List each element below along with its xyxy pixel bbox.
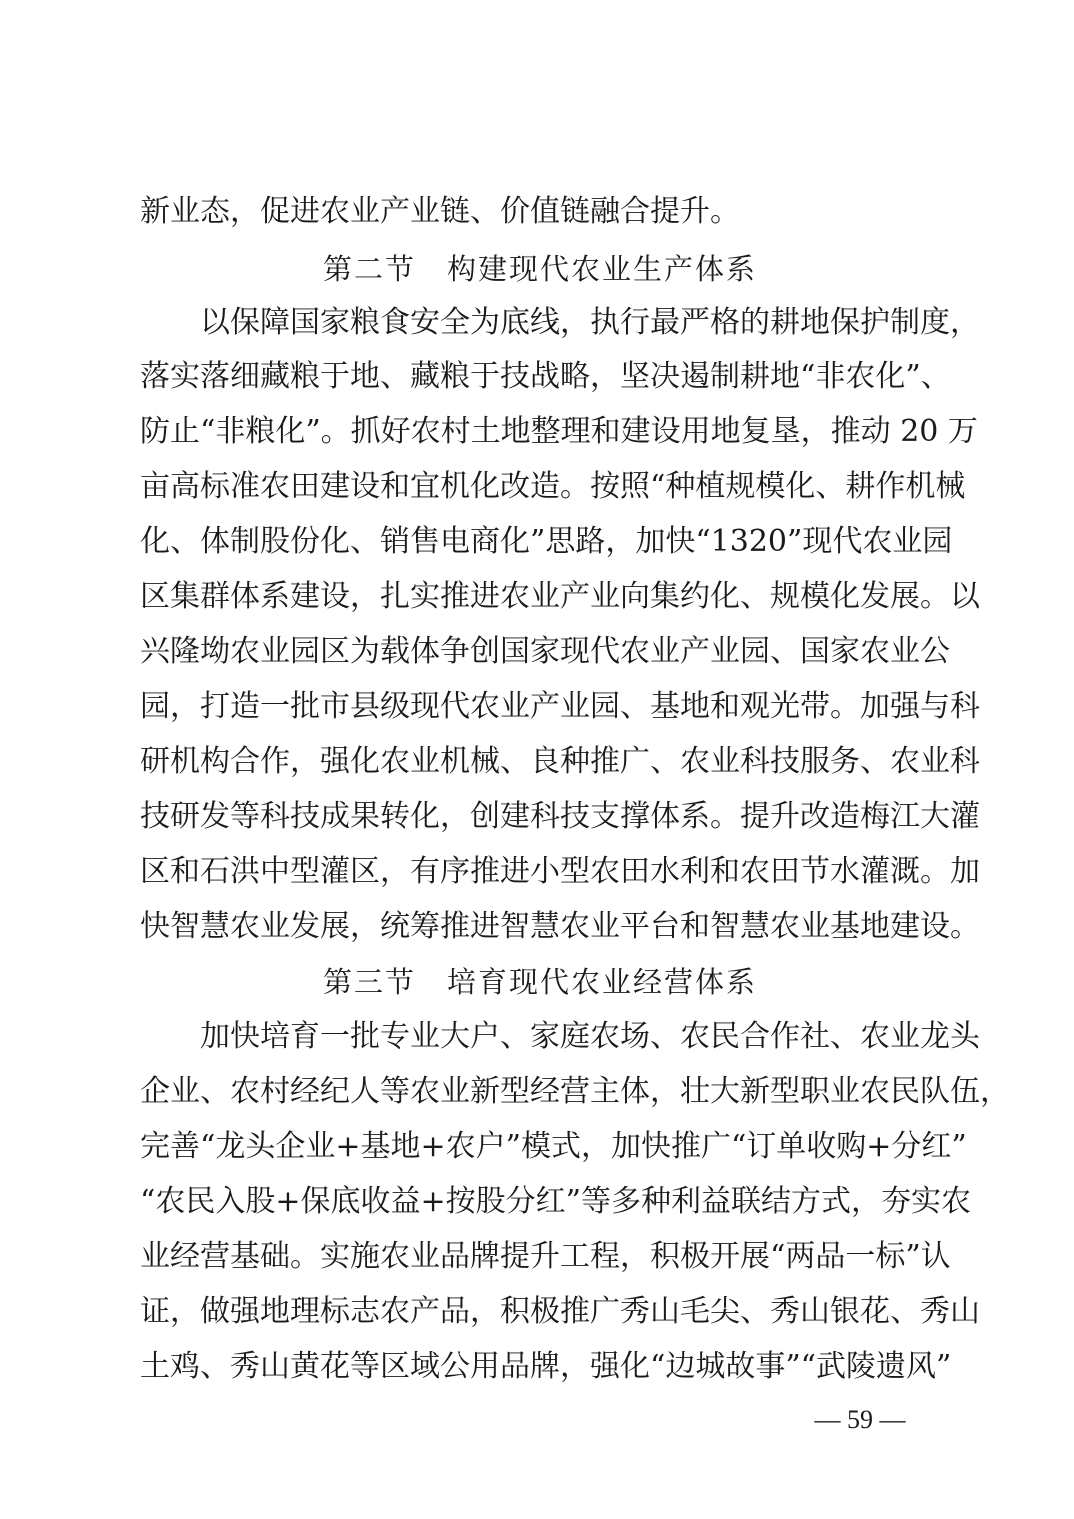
section-heading: 第二节 构建现代农业生产体系 [322,252,757,286]
paragraph-line: 区集群体系建设，扎实推进农业产业向集约化、规模化发展。以 [140,579,980,614]
paragraph-line: 土鸡、秀山黄花等区域公用品牌，强化“边城故事”“武陵遗风” [140,1349,952,1384]
paragraph-line: “农民入股+保底收益+按股分红”等多种利益联结方式，夯实农 [140,1184,971,1219]
paragraph-line: 业经营基础。实施农业品牌提升工程，积极开展“两品一标”认 [140,1239,951,1274]
paragraph-line: 技研发等科技成果转化，创建科技支撑体系。提升改造梅江大灌 [140,799,980,834]
paragraph-line: 区和石洪中型灌区，有序推进小型农田水利和农田节水灌溉。加 [140,854,980,889]
paragraph-line: 防止“非粮化”。抓好农村土地整理和建设用地复垦，推动 20 万 [140,414,978,449]
page-number: — 59 — [814,1405,906,1434]
paragraph-line: 园，打造一批市县级现代农业产业园、基地和观光带。加强与科 [140,689,980,724]
paragraph-line: 以保障国家粮食安全为底线，执行最严格的耕地保护制度， [200,305,980,340]
paragraph-line: 证，做强地理标志农产品，积极推广秀山毛尖、秀山银花、秀山 [140,1294,980,1329]
section-heading: 第三节 培育现代农业经营体系 [322,965,757,999]
paragraph-line: 落实落细藏粮于地、藏粮于技战略，坚决遏制耕地“非农化”、 [140,359,951,394]
paragraph-line: 企业、农村经纪人等农业新型经营主体，壮大新型职业农民队伍， [140,1074,1010,1109]
paragraph-line: 兴隆坳农业园区为载体争创国家现代农业产业园、国家农业公 [140,634,950,669]
paragraph-line: 加快培育一批专业大户、家庭农场、农民合作社、农业龙头 [200,1019,980,1054]
paragraph-line: 化、体制股份化、销售电商化”思路，加快“1320”现代农业园 [140,524,953,559]
paragraph-line: 研机构合作，强化农业机械、良种推广、农业科技服务、农业科 [140,744,980,779]
paragraph-line: 新业态，促进农业产业链、价值链融合提升。 [140,194,740,229]
paragraph-line: 完善“龙头企业+基地+农户”模式，加快推广“订单收购+分红” [140,1129,967,1164]
paragraph-line: 快智慧农业发展，统筹推进智慧农业平台和智慧农业基地建设。 [140,909,980,944]
paragraph-line: 亩高标准农田建设和宜机化改造。按照“种植规模化、耕作机械 [140,469,966,504]
